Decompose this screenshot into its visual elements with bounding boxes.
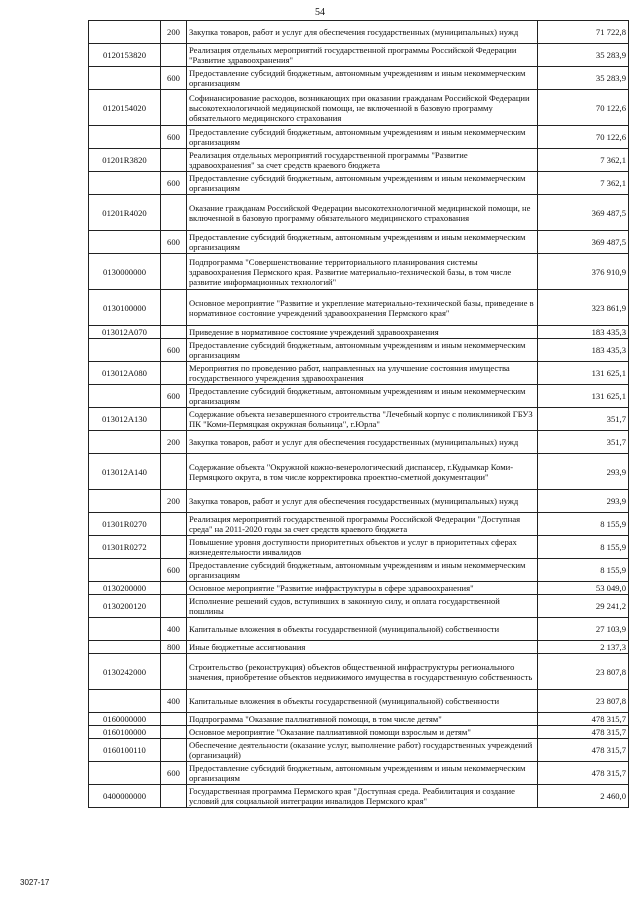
amount-cell: 35 283,9 [538, 67, 629, 90]
item-name-cell: Предоставление субсидий бюджетным, автономным учреждениям и иным некоммерческим организациям [187, 762, 538, 785]
item-name-cell: Реализация отдельных мероприятий государственной программы "Развитие здравоохранения" за счет средств краевого бюджета [187, 149, 538, 172]
table-row [89, 762, 629, 785]
amount-cell: 53 049,0 [538, 582, 629, 595]
target-item-code-cell: 0120154020 [89, 90, 161, 126]
amount-cell: 7 362,1 [538, 149, 629, 172]
item-name-cell: Закупка товаров, работ и услуг для обеспечения государственных (муниципальных) нужд [187, 21, 538, 44]
table-row [89, 172, 629, 195]
target-item-code-cell: 0160100110 [89, 739, 161, 762]
target-item-code-cell: 0130000000 [89, 254, 161, 290]
table-row [89, 90, 629, 126]
target-item-code-cell: 01201R4020 [89, 195, 161, 231]
amount-cell: 29 241,2 [538, 595, 629, 618]
amount-cell: 35 283,9 [538, 44, 629, 67]
amount-cell: 2 460,0 [538, 785, 629, 808]
expense-type-code-cell [161, 290, 187, 326]
item-name-cell: Исполнение решений судов, вступивших в законную силу, и оплата государственной пошлины [187, 595, 538, 618]
expense-type-code-cell [161, 536, 187, 559]
target-item-code-cell: 0130200000 [89, 582, 161, 595]
expense-type-code-cell [161, 454, 187, 490]
target-item-code-cell [89, 690, 161, 713]
table-row [89, 362, 629, 385]
item-name-cell: Предоставление субсидий бюджетным, автономным учреждениям и иным некоммерческим организациям [187, 231, 538, 254]
amount-cell: 27 103,9 [538, 618, 629, 641]
amount-cell: 7 362,1 [538, 172, 629, 195]
target-item-code-cell [89, 559, 161, 582]
expense-type-code-cell [161, 654, 187, 690]
item-name-cell: Оказание гражданам Российской Федерации высокотехнологичной медицинской помощи, не включенной в базовую программу обязательного медицинского страхования [187, 195, 538, 231]
target-item-code-cell: 013012A130 [89, 408, 161, 431]
expense-type-code-cell [161, 362, 187, 385]
item-name-cell: Подпрограмма "Совершенствование территориального планирования системы здравоохранения Пермского края. Развитие материально-технической базы, в том числе развитие информационных технологий" [187, 254, 538, 290]
table-row [89, 618, 629, 641]
table-row [89, 126, 629, 149]
target-item-code-cell: 013012A070 [89, 326, 161, 339]
amount-cell: 351,7 [538, 408, 629, 431]
amount-cell: 478 315,7 [538, 726, 629, 739]
amount-cell: 131 625,1 [538, 385, 629, 408]
expense-type-code-cell [161, 726, 187, 739]
amount-cell: 323 861,9 [538, 290, 629, 326]
budget-table [88, 20, 629, 808]
amount-cell: 293,9 [538, 454, 629, 490]
item-name-cell: Основное мероприятие "Развитие инфраструктуры в сфере здравоохранения" [187, 582, 538, 595]
expense-type-code-cell: 400 [161, 618, 187, 641]
table-row [89, 739, 629, 762]
item-name-cell: Реализация отдельных мероприятий государственной программы Российской Федерации "Развитие здравоохранения" [187, 44, 538, 67]
table-row [89, 690, 629, 713]
footer-code: 3027-17 [20, 878, 50, 887]
item-name-cell: Иные бюджетные ассигнования [187, 641, 538, 654]
table-row [89, 44, 629, 67]
table-row [89, 67, 629, 90]
target-item-code-cell [89, 339, 161, 362]
table-row [89, 559, 629, 582]
expense-type-code-cell [161, 595, 187, 618]
expense-type-code-cell: 200 [161, 490, 187, 513]
target-item-code-cell: 013012A140 [89, 454, 161, 490]
item-name-cell: Основное мероприятие "Оказание паллиативной помощи взрослым и детям" [187, 726, 538, 739]
amount-cell: 2 137,3 [538, 641, 629, 654]
item-name-cell: Обеспечение деятельности (оказание услуг, выполнение работ) государственных учреждений (организаций) [187, 739, 538, 762]
expense-type-code-cell: 600 [161, 762, 187, 785]
expense-type-code-cell [161, 326, 187, 339]
expense-type-code-cell [161, 713, 187, 726]
table-row [89, 641, 629, 654]
item-name-cell: Предоставление субсидий бюджетным, автономным учреждениям и иным некоммерческим организациям [187, 67, 538, 90]
amount-cell: 70 122,6 [538, 126, 629, 149]
target-item-code-cell [89, 126, 161, 149]
item-name-cell: Закупка товаров, работ и услуг для обеспечения государственных (муниципальных) нужд [187, 431, 538, 454]
expense-type-code-cell: 600 [161, 126, 187, 149]
table-row [89, 713, 629, 726]
amount-cell: 183 435,3 [538, 339, 629, 362]
table-row [89, 595, 629, 618]
amount-cell: 369 487,5 [538, 231, 629, 254]
expense-type-code-cell: 600 [161, 231, 187, 254]
target-item-code-cell [89, 618, 161, 641]
item-name-cell: Капитальные вложения в объекты государственной (муниципальной) собственности [187, 690, 538, 713]
target-item-code-cell [89, 21, 161, 44]
target-item-code-cell [89, 231, 161, 254]
table-row [89, 431, 629, 454]
table-row [89, 785, 629, 808]
expense-type-code-cell [161, 195, 187, 231]
amount-cell: 478 315,7 [538, 739, 629, 762]
target-item-code-cell [89, 172, 161, 195]
amount-cell: 8 155,9 [538, 559, 629, 582]
expense-type-code-cell: 200 [161, 431, 187, 454]
item-name-cell: Капитальные вложения в объекты государственной (муниципальной) собственности [187, 618, 538, 641]
expense-type-code-cell [161, 582, 187, 595]
target-item-code-cell [89, 431, 161, 454]
table-row [89, 726, 629, 739]
table-row [89, 582, 629, 595]
item-name-cell: Предоставление субсидий бюджетным, автономным учреждениям и иным некоммерческим организациям [187, 559, 538, 582]
amount-cell: 478 315,7 [538, 762, 629, 785]
target-item-code-cell: 0160100000 [89, 726, 161, 739]
table-row [89, 339, 629, 362]
expense-type-code-cell: 600 [161, 339, 187, 362]
expense-type-code-cell [161, 254, 187, 290]
target-item-code-cell: 0130200120 [89, 595, 161, 618]
budget-table-body [89, 21, 629, 808]
expense-type-code-cell: 600 [161, 559, 187, 582]
table-row [89, 149, 629, 172]
item-name-cell: Закупка товаров, работ и услуг для обеспечения государственных (муниципальных) нужд [187, 490, 538, 513]
amount-cell: 8 155,9 [538, 513, 629, 536]
item-name-cell: Повышение уровня доступности приоритетных объектов и услуг в приоритетных сферах жизнедеятельности инвалидов [187, 536, 538, 559]
table-row [89, 513, 629, 536]
expense-type-code-cell [161, 739, 187, 762]
item-name-cell: Подпрограмма "Оказание паллиативной помощи, в том числе детям" [187, 713, 538, 726]
table-row [89, 231, 629, 254]
amount-cell: 293,9 [538, 490, 629, 513]
item-name-cell: Строительство (реконструкция) объектов общественной инфраструктуры регионального значения, приобретение объектов недвижимого имущества в государственную собственность [187, 654, 538, 690]
amount-cell: 351,7 [538, 431, 629, 454]
target-item-code-cell [89, 762, 161, 785]
target-item-code-cell [89, 641, 161, 654]
amount-cell: 70 122,6 [538, 90, 629, 126]
item-name-cell: Предоставление субсидий бюджетным, автономным учреждениям и иным некоммерческим организациям [187, 126, 538, 149]
target-item-code-cell: 0400000000 [89, 785, 161, 808]
item-name-cell: Мероприятия по проведению работ, направленных на улучшение состояния имущества государственного учреждения здравоохранения [187, 362, 538, 385]
item-name-cell: Предоставление субсидий бюджетным, автономным учреждениям и иным некоммерческим организациям [187, 385, 538, 408]
table-row [89, 654, 629, 690]
amount-cell: 131 625,1 [538, 362, 629, 385]
expense-type-code-cell: 600 [161, 67, 187, 90]
target-item-code-cell: 0130242000 [89, 654, 161, 690]
item-name-cell: Предоставление субсидий бюджетным, автономным учреждениям и иным некоммерческим организациям [187, 339, 538, 362]
item-name-cell: Государственная программа Пермского края "Доступная среда. Реабилитация и создание условий для социальной интеграции инвалидов Пермского края" [187, 785, 538, 808]
target-item-code-cell: 0120153820 [89, 44, 161, 67]
item-name-cell: Предоставление субсидий бюджетным, автономным учреждениям и иным некоммерческим организациям [187, 172, 538, 195]
table-row [89, 326, 629, 339]
target-item-code-cell: 013012A080 [89, 362, 161, 385]
amount-cell: 376 910,9 [538, 254, 629, 290]
page-number: 54 [315, 7, 325, 18]
expense-type-code-cell: 400 [161, 690, 187, 713]
expense-type-code-cell [161, 785, 187, 808]
item-name-cell: Реализация мероприятий государственной программы Российской Федерации "Доступная среда" на 2011-2020 годы за счет средств краевого бюджета [187, 513, 538, 536]
amount-cell: 478 315,7 [538, 713, 629, 726]
expense-type-code-cell: 600 [161, 172, 187, 195]
target-item-code-cell: 01301R0270 [89, 513, 161, 536]
target-item-code-cell [89, 67, 161, 90]
amount-cell: 23 807,8 [538, 690, 629, 713]
target-item-code-cell: 01301R0272 [89, 536, 161, 559]
table-row [89, 490, 629, 513]
target-item-code-cell: 01201R3820 [89, 149, 161, 172]
target-item-code-cell: 0130100000 [89, 290, 161, 326]
target-item-code-cell [89, 490, 161, 513]
expense-type-code-cell [161, 149, 187, 172]
expense-type-code-cell [161, 44, 187, 67]
table-row [89, 454, 629, 490]
table-row [89, 21, 629, 44]
item-name-cell: Приведение в нормативное состояние учреждений здравоохранения [187, 326, 538, 339]
target-item-code-cell: 0160000000 [89, 713, 161, 726]
amount-cell: 23 807,8 [538, 654, 629, 690]
table-row [89, 195, 629, 231]
table-row [89, 536, 629, 559]
expense-type-code-cell [161, 90, 187, 126]
expense-type-code-cell: 200 [161, 21, 187, 44]
table-row [89, 254, 629, 290]
item-name-cell: Софинансирование расходов, возникающих при оказании гражданам Российской Федерации высокотехнологичной медицинской помощи, не включенной в базовую программу обязательного медицинского страхования [187, 90, 538, 126]
table-row [89, 290, 629, 326]
table-row [89, 385, 629, 408]
amount-cell: 8 155,9 [538, 536, 629, 559]
table-row [89, 408, 629, 431]
item-name-cell: Содержание объекта "Окружной кожно-венерологический диспансер, г.Кудымкар Коми-Пермяцкого округа, в том числе корректировка проектно-сметной документации" [187, 454, 538, 490]
amount-cell: 183 435,3 [538, 326, 629, 339]
expense-type-code-cell [161, 513, 187, 536]
amount-cell: 71 722,8 [538, 21, 629, 44]
item-name-cell: Содержание объекта незавершенного строительства "Лечебный корпус с поликлиникой ГБУЗ ПК "Коми-Пермяцкая окружная больница", г.Юрла" [187, 408, 538, 431]
amount-cell: 369 487,5 [538, 195, 629, 231]
target-item-code-cell [89, 385, 161, 408]
expense-type-code-cell: 800 [161, 641, 187, 654]
item-name-cell: Основное мероприятие "Развитие и укрепление материально-технической базы, приведение в нормативное состояние учреждений здравоохранения Пермского края" [187, 290, 538, 326]
expense-type-code-cell [161, 408, 187, 431]
expense-type-code-cell: 600 [161, 385, 187, 408]
